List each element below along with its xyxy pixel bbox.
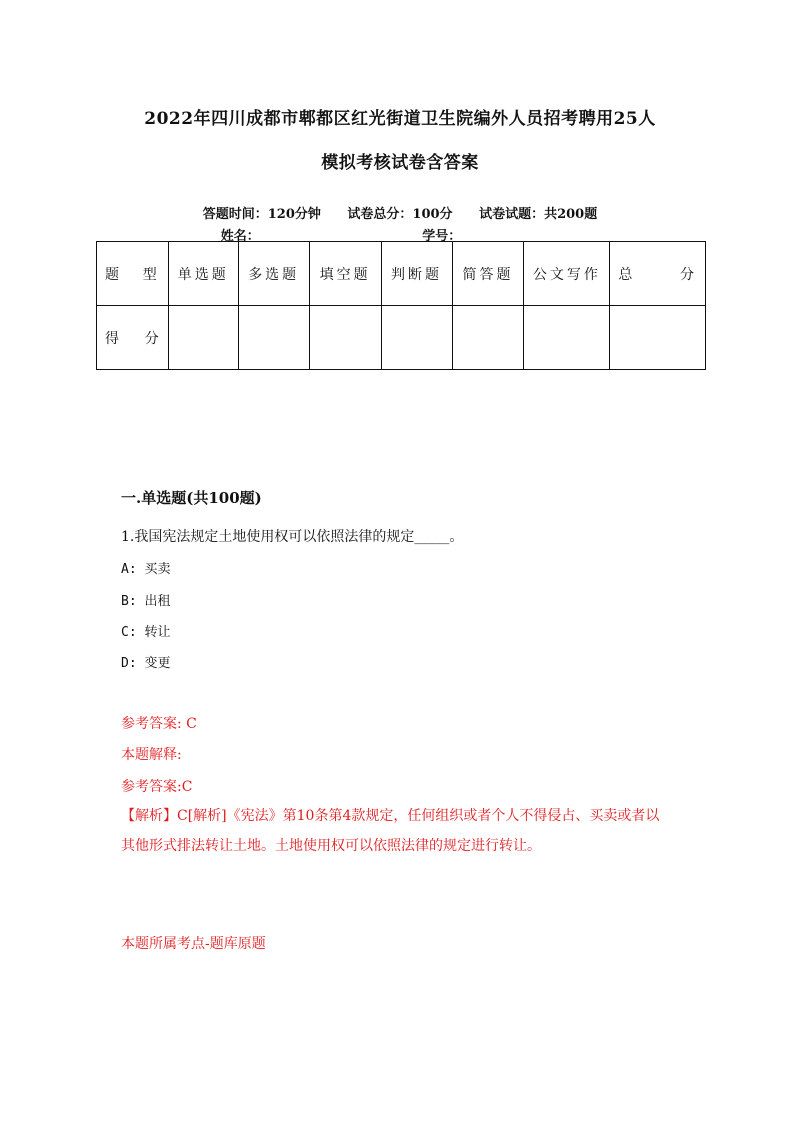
student-id-blank[interactable] — [461, 227, 579, 242]
section-title: 一.单选题(共100题) — [121, 489, 262, 507]
option-b: B: 出租 — [121, 594, 171, 609]
name-blank[interactable] — [260, 227, 378, 242]
analysis-body: C[解析]《宪法》第10条第4款规定，任何组织或者个人不得侵占、买卖或者以其他形式排法转让土地。土地使用权可以依照法律的规定进行转让。 — [121, 808, 660, 854]
score-cell[interactable] — [610, 306, 706, 370]
reference-answer-2: 参考答案:C — [121, 779, 193, 795]
option-a: A: 买卖 — [121, 562, 171, 577]
row-label-type: 题 型 — [97, 242, 169, 306]
student-id-label: 学号： — [422, 229, 462, 244]
page-title-line1: 2022年四川成都市郫都区红光街道卫生院编外人员招考聘用25人 — [144, 109, 656, 129]
score-cell[interactable] — [381, 306, 452, 370]
exam-question-count: 试卷试题：共200题 — [479, 207, 598, 222]
exam-meta — [0, 203, 800, 222]
score-cell[interactable] — [168, 306, 238, 370]
analysis-text — [121, 801, 669, 861]
score-cell[interactable] — [238, 306, 309, 370]
col-header: 单选题 — [168, 242, 238, 306]
analysis-tag: 【解析】 — [121, 808, 177, 824]
col-header: 填空题 — [309, 242, 381, 306]
row-label-score: 得 分 — [97, 306, 169, 370]
table-row — [97, 306, 706, 370]
col-header: 判断题 — [381, 242, 452, 306]
explanation-label: 本题解释: — [121, 747, 182, 763]
score-cell[interactable] — [309, 306, 381, 370]
col-header: 公文写作 — [524, 242, 610, 306]
col-header: 简答题 — [452, 242, 524, 306]
question-stem: 1.我国宪法规定土地使用权可以依照法律的规定_____。 — [121, 529, 464, 545]
table-row — [97, 242, 706, 306]
question-source: 本题所属考点-题库原题 — [121, 936, 266, 952]
score-cell[interactable] — [452, 306, 524, 370]
score-table — [96, 241, 706, 370]
col-header-total: 总 分 — [610, 242, 706, 306]
reference-answer: 参考答案: C — [121, 716, 197, 732]
page-title-line2: 模拟考核试卷含答案 — [321, 153, 479, 173]
option-d: D: 变更 — [121, 656, 171, 671]
option-c: C: 转让 — [121, 625, 171, 640]
score-cell[interactable] — [524, 306, 610, 370]
name-label: 姓名： — [220, 229, 260, 244]
col-header: 多选题 — [238, 242, 309, 306]
exam-total-score: 试卷总分：100分 — [347, 207, 453, 222]
exam-time: 答题时间：120分钟 — [202, 207, 321, 222]
